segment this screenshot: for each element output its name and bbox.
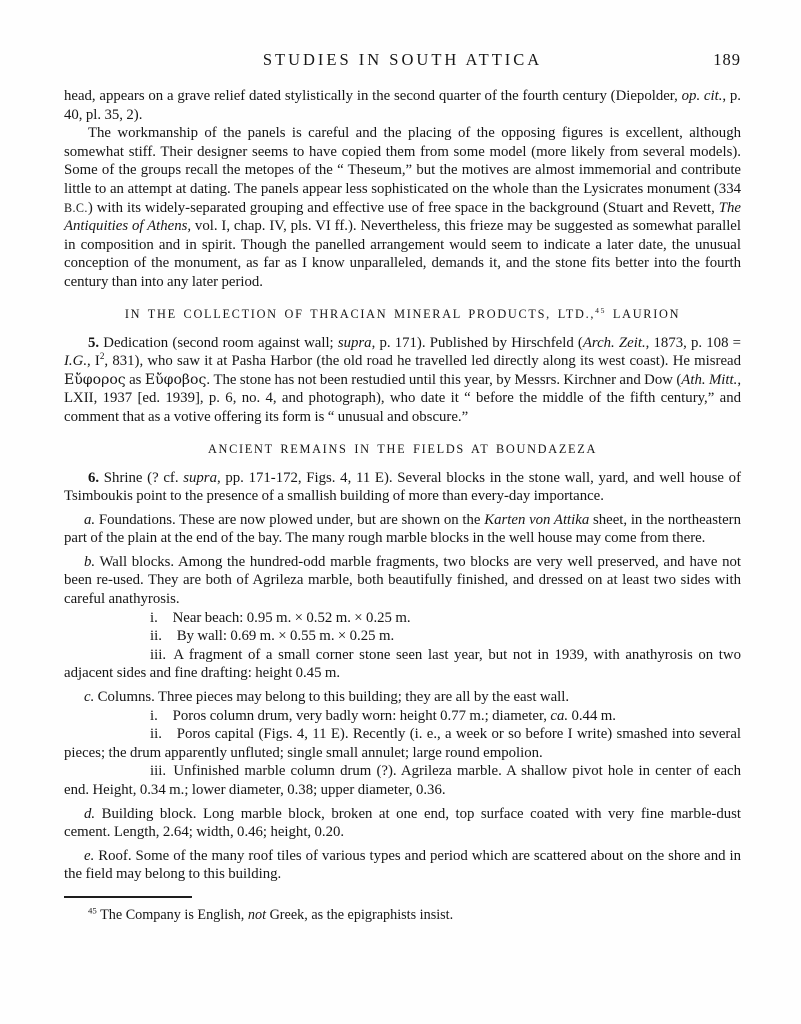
text-segment: e. [84, 847, 95, 864]
superscript-ref: 2 [99, 351, 105, 362]
text-segment: Shrine (? cf. [99, 469, 184, 486]
text-segment: I.G. [64, 353, 88, 370]
text-segment: Dedication (second room against wall; [99, 334, 338, 351]
page-number: 189 [713, 50, 741, 69]
list-item-roman [64, 707, 741, 726]
section-heading [64, 306, 741, 323]
paragraph [64, 87, 741, 124]
text-segment: IN THE COLLECTION OF THRACIAN MINERAL PRODUCTS, LTD., [124, 306, 596, 321]
text-segment: , 1873, p. 108 = [645, 334, 741, 351]
text-segment: op. cit. [681, 88, 723, 104]
text-segment: c. [84, 689, 95, 706]
page-content [64, 50, 741, 924]
text-segment: LAURION [606, 306, 681, 321]
text-segment: head, appears on a grave relief dated stylistically in the second quarter of the fourth century (Diepolder, [64, 88, 682, 104]
text-segment: b. [84, 553, 96, 570]
footnote-block [64, 896, 741, 924]
text-segment: Greek, as the epigraphists insist. [266, 906, 454, 923]
text-segment: . The stone has not been restudied until this year, by Messrs. Kirchner and Dow ( [206, 371, 682, 388]
text-segment: , p. 171). Published by Hirschfeld ( [371, 334, 583, 351]
text-segment: sheet, in the northeastern part of the plain at the end of the bay. The many rough marble blocks in the well house may come from there. [64, 511, 742, 547]
text-segment: Wall blocks. Among the hundred-odd marble fragments, two blocks are very well preserved, and have not been re-used. They are both of Agrileza marble, both beautifully finished, and dressed on at least two sides with careful anathyrosis. [64, 553, 741, 608]
paragraph [64, 334, 741, 427]
text-segment: ca. [550, 707, 569, 724]
list-item-roman [64, 762, 741, 799]
running-title: STUDIES IN SOUTH ATTICA [262, 50, 543, 69]
text-segment: ii. By wall: 0.69 m. × 0.55 m. × 0.25 m. [150, 628, 395, 645]
text-segment: Roof. Some of the many roof tiles of various types and period which are scattered about on the shore and in the field may belong to this building. [64, 847, 741, 883]
text-segment: 6. [88, 469, 100, 486]
list-item-roman [64, 646, 741, 683]
text-segment: d. [84, 805, 96, 822]
body-text [64, 87, 741, 884]
text-segment: Εὔφοβος [144, 371, 207, 388]
text-segment: Arch. Zeit. [582, 334, 646, 351]
text-segment: supra [337, 334, 372, 351]
page-header [64, 50, 741, 72]
list-item-roman [64, 627, 741, 646]
text-segment: The Company is English, [96, 906, 248, 923]
text-segment: ) with its widely-separated grouping and effective use of free space in the background (Stuart and Revett, [87, 199, 719, 216]
text-segment: as [125, 371, 145, 388]
text-segment: Ath. Mitt. [681, 371, 738, 388]
text-segment: iii. A fragment of a small corner stone seen last year, but not in 1939, with anathyrosis on two adjacent sides and fine drafting: height 0.45 m. [64, 646, 741, 682]
text-segment: i. Poros column drum, very badly worn: height 0.77 m.; diameter, [150, 707, 551, 724]
text-segment: , LXII, 1937 [ed. 1939], p. 6, no. 4, and photograph), who date it “ before the middle of the fifth century,” and comment that as a votive offering its form is “ unusual and obscure.” [64, 371, 742, 425]
text-segment: The workmanship of the panels is careful and the placing of the opposing figures is excellent, although somewhat stiff. Their designer seems to have copied them from some model (more likely from several models). Some of the groups recall the metopes of the “ Theseum,” but the motives are almost immemorial and contribute little to an attempt at dating. The panels appear less sophisticated on the whole than the Lysicrates monument (334 [64, 125, 741, 197]
text-segment: , I [87, 353, 100, 370]
text-segment: 5. [88, 334, 100, 351]
text-segment: , 831), who saw it at Pasha Harbor (the old road he travelled led directly along its west coast). He misread [104, 353, 741, 370]
text-segment: B.C. [64, 200, 88, 215]
text-segment: Columns. Three pieces may belong to this building; they are all by the east wall. [94, 689, 570, 706]
paragraph [64, 553, 741, 609]
footnote-text [64, 906, 741, 924]
paragraph [64, 511, 741, 548]
text-segment: ANCIENT REMAINS IN THE FIELDS AT BOUNDAZEZA [207, 441, 598, 456]
paragraph [64, 469, 741, 506]
text-segment: ii. Poros capital (Figs. 4, 11 E). Recently (i. e., a week or so before I write) smashed into several pieces; the drum apparently unfluted; single small annulet; large round empolion. [64, 726, 741, 761]
paragraph [64, 124, 741, 291]
text-segment: , pp. 171-172, Figs. 4, 11 E). Several blocks in the stone wall, yard, and well house of Tsimboukis point to the presence of a smallish building of more than every-day importance. [64, 469, 741, 505]
text-segment: , p. 40, pl. 35, 2). [64, 88, 742, 123]
text-segment: Karten von Attika [484, 511, 590, 528]
text-segment: Εὔφορος [64, 371, 126, 388]
list-item-roman [64, 725, 741, 762]
paragraph [64, 847, 741, 884]
text-segment: The Antiquities of Athens, [64, 199, 741, 235]
text-segment: iii. Unfinished marble column drum (?). Agrileza marble. A shallow pivot hole in center of each end. Height, 0.34 m.; lower diameter, 0.38; upper diameter, 0.36. [64, 763, 741, 798]
paragraph [64, 805, 741, 842]
text-segment: Building block. Long marble block, broken at one end, top surface coated with very fine marble-dust cement. Length, 2.64; width, 0.46; height, 0.20. [64, 805, 741, 841]
section-heading [64, 441, 741, 458]
paragraph [64, 688, 741, 707]
text-segment: i. Near beach: 0.95 m. × 0.52 m. × 0.25 m. [150, 609, 411, 626]
text-segment: vol. I, chap. IV, pls. VI ff.). Nevertheless, this frieze may be suggested as somewhat parallel in composition and in spirit. Though the panelled arrangement would seem to indicate a later date, the unusual conception of the monument, as far as I know unparalleled, demands it, and the stone fits better into the fourth century than into any later period. [64, 218, 741, 290]
superscript-ref: 45 [595, 305, 607, 315]
list-item-roman [64, 609, 741, 628]
text-segment: Foundations. These are now plowed under, but are shown on the [95, 511, 485, 528]
text-segment: a. [84, 511, 96, 528]
text-segment: not [247, 906, 267, 923]
text-segment: 0.44 m. [568, 707, 616, 724]
text-segment: supra [183, 469, 217, 486]
footnote-rule [64, 896, 192, 898]
superscript-ref: 45 [88, 905, 97, 916]
